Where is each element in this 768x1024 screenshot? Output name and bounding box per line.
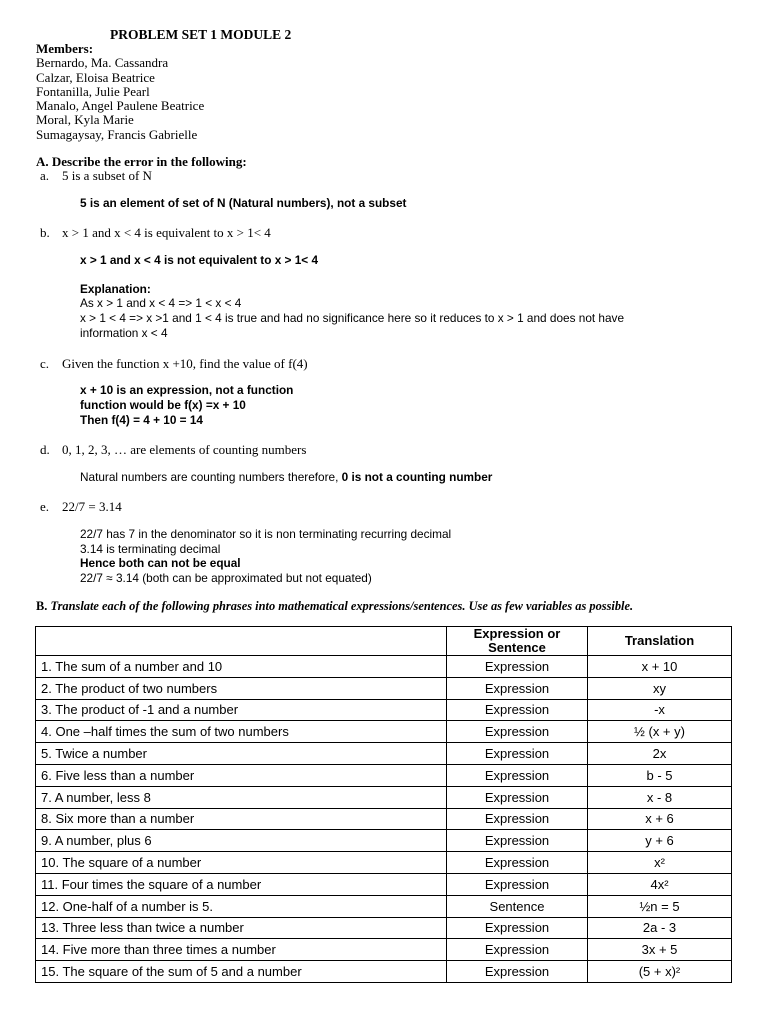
section-b-heading bbox=[36, 599, 736, 613]
answer-e-line: 3.14 is terminating decimal bbox=[80, 542, 221, 556]
phrase-cell: 5. Twice a number bbox=[36, 743, 447, 765]
phrase-cell: 9. A number, plus 6 bbox=[36, 830, 447, 852]
type-cell: Expression bbox=[447, 743, 588, 765]
translation-cell: (5 + x)² bbox=[588, 961, 732, 983]
translation-cell: x² bbox=[588, 852, 732, 874]
type-cell: Expression bbox=[447, 961, 588, 983]
member-name: Moral, Kyla Marie bbox=[36, 112, 134, 128]
answer-c-line: x + 10 is an expression, not a function bbox=[80, 383, 294, 397]
table-row bbox=[36, 699, 732, 721]
explanation-line: x > 1 < 4 => x >1 and 1 < 4 is true and had no significance here so it reduces to x > 1 and does not have bbox=[80, 311, 625, 325]
phrase-cell: 7. A number, less 8 bbox=[36, 786, 447, 808]
member-name: Sumagaysay, Francis Gabrielle bbox=[36, 126, 198, 142]
phrase-cell: 8. Six more than a number bbox=[36, 808, 447, 830]
type-cell: Expression bbox=[447, 656, 588, 678]
phrase-cell: 6. Five less than a number bbox=[36, 764, 447, 786]
translation-cell: x + 6 bbox=[588, 808, 732, 830]
type-cell: Expression bbox=[447, 852, 588, 874]
translation-cell: 2x bbox=[588, 743, 732, 765]
question-d-label: d. bbox=[40, 442, 50, 457]
type-cell: Expression bbox=[447, 939, 588, 961]
answer-d-bold: 0 is not a counting number bbox=[341, 470, 493, 484]
translation-cell: 3x + 5 bbox=[588, 939, 732, 961]
question-e-text: 22/7 = 3.14 bbox=[62, 499, 122, 514]
header-phrase bbox=[36, 627, 447, 656]
question-e-label: e. bbox=[40, 499, 50, 514]
phrase-cell: 11. Four times the square of a number bbox=[36, 873, 447, 895]
section-b-instructions: Translate each of the following phrases into mathematical expressions/sentences. Use as few variables as possible. bbox=[50, 599, 634, 613]
phrase-cell: 13. Three less than twice a number bbox=[36, 917, 447, 939]
translation-cell: y + 6 bbox=[588, 830, 732, 852]
type-cell: Expression bbox=[447, 721, 588, 743]
answer-e-line: Hence both can not be equal bbox=[80, 556, 241, 570]
phrase-cell: 14. Five more than three times a number bbox=[36, 939, 447, 961]
phrase-cell: 4. One –half times the sum of two numbers bbox=[36, 721, 447, 743]
explanation-line: As x > 1 and x < 4 => 1 < x < 4 bbox=[80, 296, 242, 310]
translation-cell: -x bbox=[588, 699, 732, 721]
translation-table bbox=[35, 626, 732, 983]
phrase-cell: 3. The product of -1 and a number bbox=[36, 699, 447, 721]
phrase-cell: 15. The square of the sum of 5 and a number bbox=[36, 961, 447, 983]
header-expression-or-sentence: Expression or Sentence bbox=[447, 627, 588, 656]
phrase-cell: 10. The square of a number bbox=[36, 852, 447, 874]
question-d-text: 0, 1, 2, 3, … are elements of counting numbers bbox=[62, 442, 307, 457]
answer-b: x > 1 and x < 4 is not equivalent to x > 1< 4 bbox=[80, 253, 318, 267]
phrase-cell: 1. The sum of a number and 10 bbox=[36, 656, 447, 678]
question-b-label: b. bbox=[40, 225, 50, 240]
translation-cell: x - 8 bbox=[588, 786, 732, 808]
table-row bbox=[36, 895, 732, 917]
table-row bbox=[36, 743, 732, 765]
phrase-cell: 2. The product of two numbers bbox=[36, 677, 447, 699]
section-b-label: B. bbox=[36, 599, 48, 613]
type-cell: Expression bbox=[447, 873, 588, 895]
member-name: Calzar, Eloisa Beatrice bbox=[36, 69, 155, 85]
translation-cell: xy bbox=[588, 677, 732, 699]
table-row bbox=[36, 786, 732, 808]
table-row bbox=[36, 873, 732, 895]
member-name: Fontanilla, Julie Pearl bbox=[36, 83, 150, 99]
header-translation: Translation bbox=[588, 627, 732, 656]
translation-cell: 2a - 3 bbox=[588, 917, 732, 939]
translation-cell: ½n = 5 bbox=[588, 895, 732, 917]
question-b-text: x > 1 and x < 4 is equivalent to x > 1< 4 bbox=[62, 225, 271, 240]
translation-cell: x + 10 bbox=[588, 656, 732, 678]
type-cell: Sentence bbox=[447, 895, 588, 917]
section-a-heading: A. Describe the error in the following: bbox=[36, 154, 247, 169]
table-body bbox=[36, 656, 732, 983]
table-row bbox=[36, 939, 732, 961]
explanation-label: Explanation: bbox=[80, 282, 151, 296]
table-row bbox=[36, 830, 732, 852]
table-row bbox=[36, 852, 732, 874]
type-cell: Expression bbox=[447, 786, 588, 808]
type-cell: Expression bbox=[447, 808, 588, 830]
type-cell: Expression bbox=[447, 764, 588, 786]
table-row bbox=[36, 917, 732, 939]
answer-d bbox=[80, 470, 492, 485]
answer-a: 5 is an element of set of N (Natural numbers), not a subset bbox=[80, 196, 407, 210]
page-title: PROBLEM SET 1 MODULE 2 bbox=[110, 27, 292, 42]
answer-c-line: function would be f(x) =x + 10 bbox=[80, 398, 246, 412]
members-block bbox=[36, 42, 204, 142]
table-row bbox=[36, 961, 732, 983]
translation-cell: b - 5 bbox=[588, 764, 732, 786]
type-cell: Expression bbox=[447, 699, 588, 721]
table-header-row bbox=[36, 627, 732, 656]
question-c-text: Given the function x +10, find the value of f(4) bbox=[62, 356, 308, 371]
answer-e-line: 22/7 ≈ 3.14 (both can be approximated but not equated) bbox=[80, 571, 372, 585]
translation-cell: 4x² bbox=[588, 873, 732, 895]
table-row bbox=[36, 808, 732, 830]
member-name: Manalo, Angel Paulene Beatrice bbox=[36, 98, 205, 114]
table-row bbox=[36, 656, 732, 678]
question-a-text: 5 is a subset of N bbox=[62, 168, 152, 183]
type-cell: Expression bbox=[447, 830, 588, 852]
member-name: Bernardo, Ma. Cassandra bbox=[36, 55, 169, 71]
translation-cell: ½ (x + y) bbox=[588, 721, 732, 743]
type-cell: Expression bbox=[447, 677, 588, 699]
question-a-label: a. bbox=[40, 168, 50, 183]
answer-c-line: Then f(4) = 4 + 10 = 14 bbox=[80, 413, 203, 427]
table-row bbox=[36, 764, 732, 786]
question-c-label: c. bbox=[40, 356, 50, 371]
members-label: Members: bbox=[36, 41, 94, 56]
table-row bbox=[36, 677, 732, 699]
phrase-cell: 12. One-half of a number is 5. bbox=[36, 895, 447, 917]
type-cell: Expression bbox=[447, 917, 588, 939]
table-row bbox=[36, 721, 732, 743]
answer-e-line: 22/7 has 7 in the denominator so it is non terminating recurring decimal bbox=[80, 527, 452, 541]
explanation-line: information x < 4 bbox=[80, 326, 168, 340]
answer-d-plain: Natural numbers are counting numbers therefore, bbox=[80, 470, 342, 484]
